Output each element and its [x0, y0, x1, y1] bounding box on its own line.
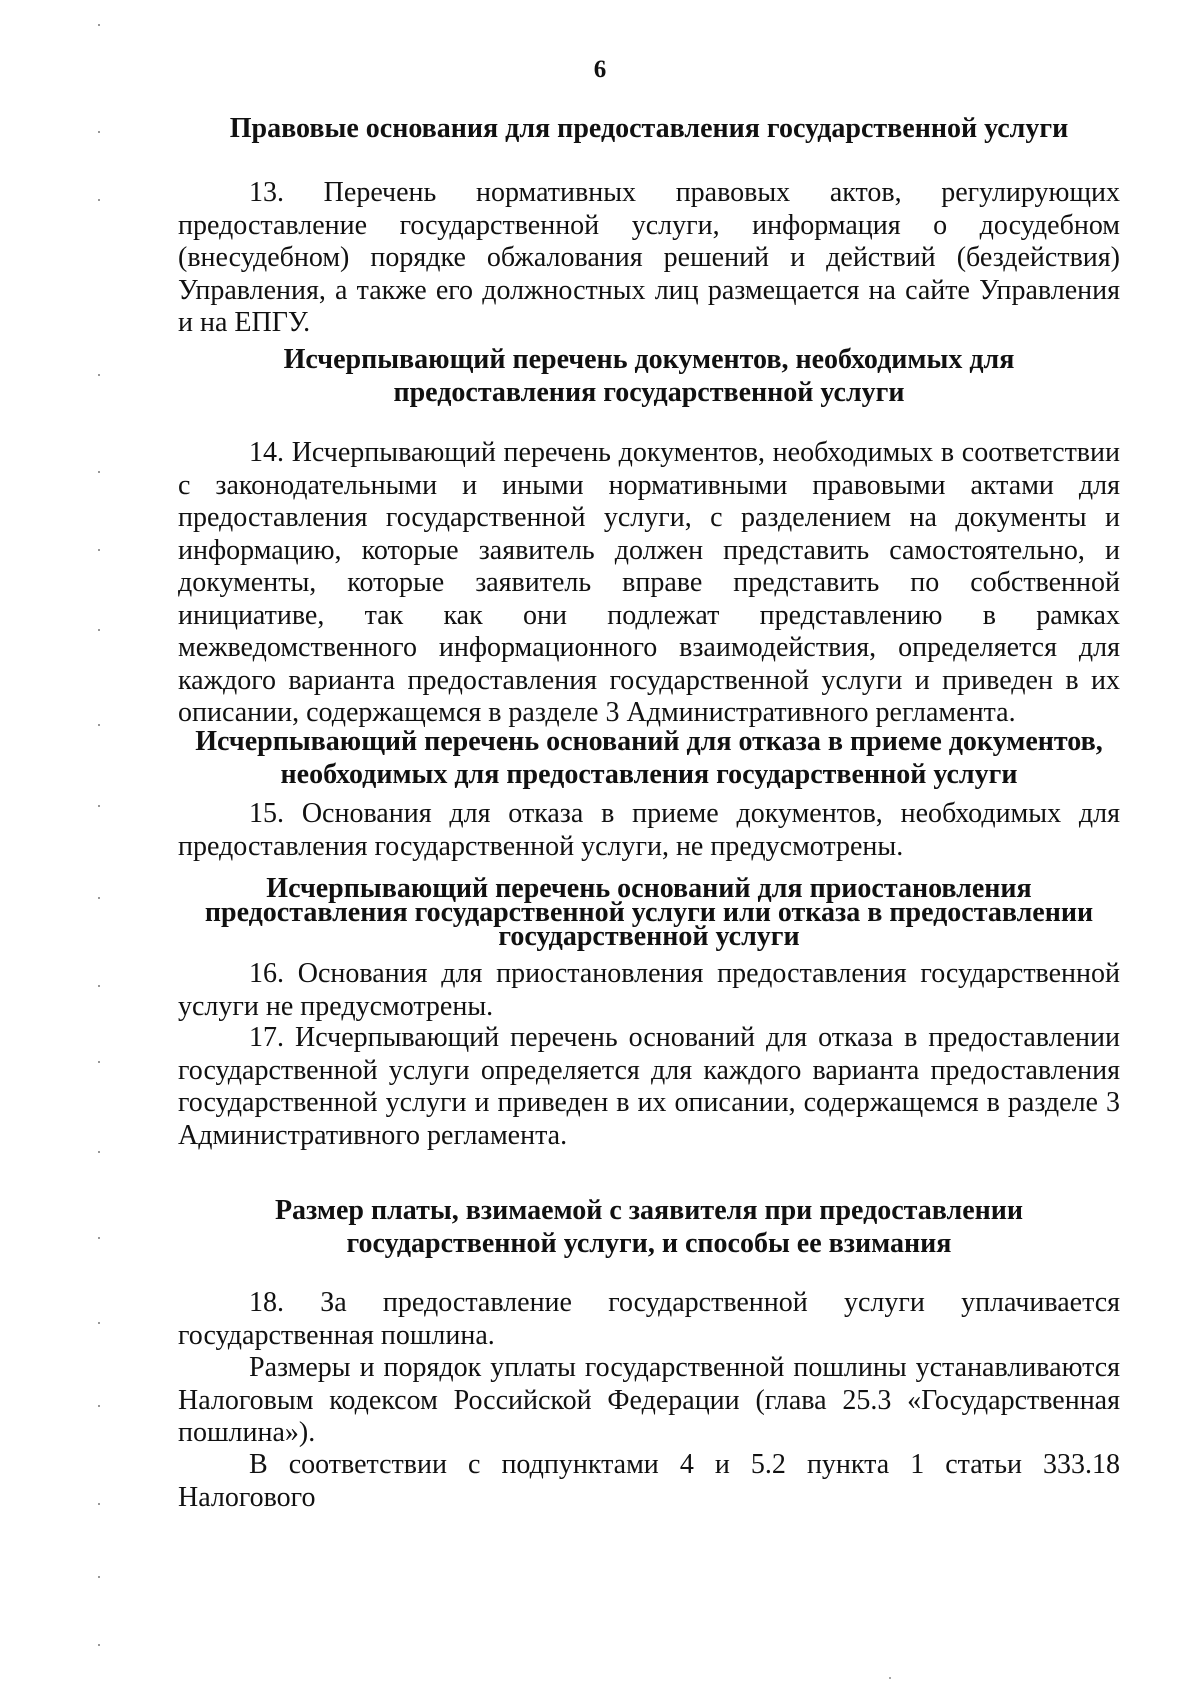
paragraph-fee-exemptions: В соответствии с подпунктами 4 и 5.2 пункта 1 статьи 333.18 Налогового: [178, 1449, 1120, 1513]
heading-line: Исчерпывающий перечень документов, необходимых для: [283, 344, 1015, 375]
heading-line: государственной услуги, и способы ее взимания: [346, 1228, 952, 1259]
paragraph-13: 13. Перечень нормативных правовых актов, регулирующих предоставление государственной услуги, информация о досудебном (внесудебном) порядке обжалования решений и действий (бездействия) Управления, а также его должностных лиц размещается на сайте Управления и на ЕПГУ.: [178, 177, 1120, 338]
section-heading-documents-list: [178, 343, 1120, 409]
section-heading-fee: [178, 1194, 1120, 1260]
heading-line: предоставления государственной услуги: [393, 377, 905, 408]
heading-line: необходимых для предоставления государственной услуги: [280, 759, 1018, 790]
paragraph-17: 17. Исчерпывающий перечень оснований для отказа в предоставлении государственной услуги определяется для каждого варианта предоставления государственной услуги и приведен в их описании, содержащемся в разделе 3 Административного регламента.: [178, 1022, 1120, 1151]
paragraph-18: 18. За предоставление государственной услуги уплачивается государственная пошлина.: [178, 1287, 1120, 1351]
heading-line: Исчерпывающий перечень оснований для отказа в приеме документов,: [195, 726, 1103, 757]
paragraph-16: 16. Основания для приостановления предоставления государственной услуги не предусмотрены.: [178, 958, 1120, 1022]
section-heading-refusal-grounds: [178, 725, 1120, 791]
scan-margin-marks: [98, 0, 104, 1692]
paragraph-14: 14. Исчерпывающий перечень документов, необходимых в соответствии с законодательными и иными нормативными правовыми актами для предоставления государственной услуги, с разделением на документы и информацию, которые заявитель должен представить самостоятельно, и документы, которые заявитель вправе представить по собственной инициативе, так как они подлежат представлению в рамках межведомственного информационного взаимодействия, определяется для каждого варианта предоставления государственной услуги и приведен в их описании, содержащемся в разделе 3 Административного регламента.: [178, 437, 1120, 728]
heading-line: Размер платы, взимаемой с заявителя при предоставлении: [274, 1195, 1024, 1226]
scan-speck: [889, 1677, 891, 1679]
section-heading-legal-basis: Правовые основания для предоставления государственной услуги: [229, 113, 1069, 144]
page-number: 6: [593, 56, 607, 83]
section-heading-suspension-grounds: [178, 873, 1120, 952]
paragraph-15: 15. Основания для отказа в приеме документов, необходимых для предоставления государственной услуги, не предусмотрены.: [178, 798, 1120, 862]
paragraph-fee-size: Размеры и порядок уплаты государственной пошлины устанавливаются Налоговым кодексом Российской Федерации (глава 25.3 «Государственная пошлина»).: [178, 1352, 1120, 1448]
heading-line: государственной услуги: [498, 921, 800, 952]
heading-line: Исчерпывающий перечень оснований для приостановления: [266, 873, 1032, 904]
heading-line: предоставления государственной услуги или отказа в предоставлении: [204, 897, 1094, 928]
